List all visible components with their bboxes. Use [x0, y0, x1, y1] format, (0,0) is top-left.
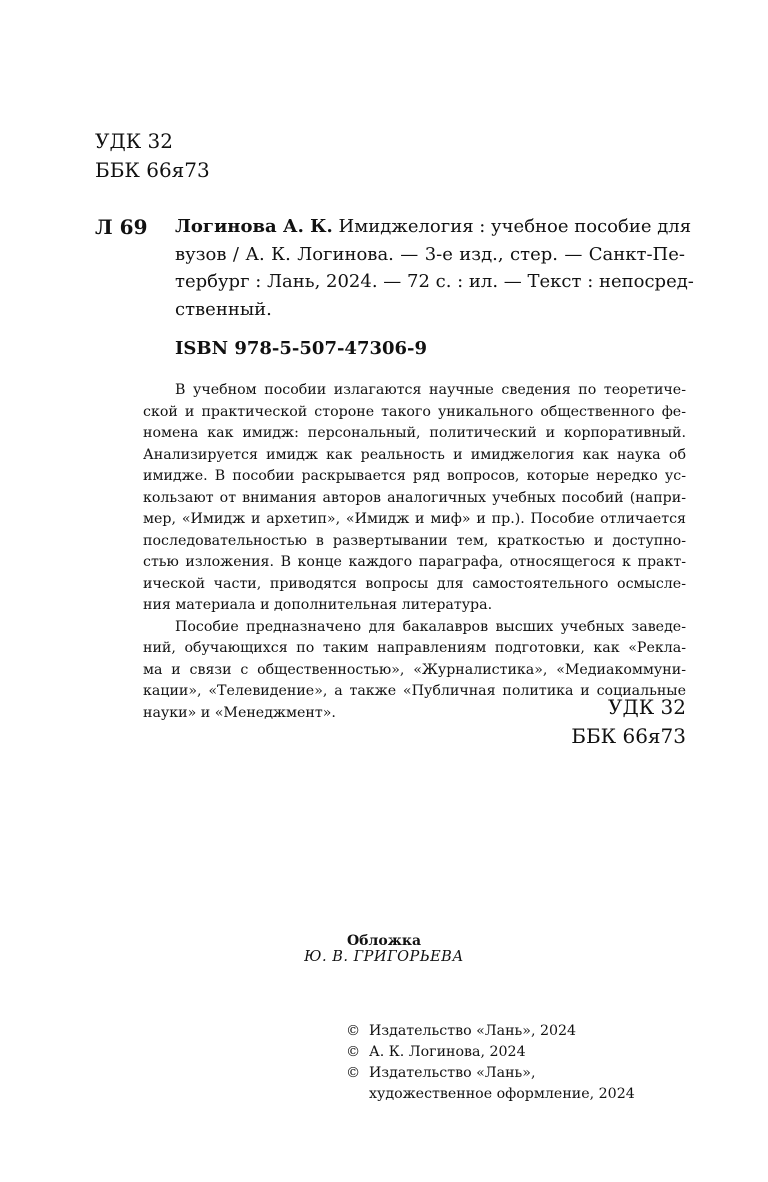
catalog-entry-number: Л 69 [95, 215, 148, 239]
copyright-text: Издательство «Лань», [369, 1065, 536, 1081]
abstract-line: кации», «Телевидение», а также «Публичная политика и социальные [143, 683, 686, 699]
copyright-line [346, 1021, 691, 1042]
catalog-entry [175, 213, 694, 323]
abstract-line: ической части, приводятся вопросы для самостоятельного осмысле- [143, 575, 686, 592]
isbn: ISBN 978-5-507-47306-9 [175, 338, 428, 359]
copyright-symbol: © [346, 1065, 361, 1081]
udk-code: УДК 32 [95, 129, 173, 153]
copyright-text: художественное оформление, 2024 [369, 1086, 635, 1102]
catalog-entry-line: вузов / А. К. Логинова. — 3-е изд., стер. — Санкт-Пе- [175, 243, 685, 265]
copyright-text: Издательство «Лань», 2024 [369, 1023, 577, 1039]
catalog-entry-line: тербург : Лань, 2024. — 72 с. : ил. — Текст : непосред- [175, 271, 694, 292]
abstract-line: стью изложения. В конце каждого параграфа, относящегося к практ- [143, 554, 686, 570]
abstract-paragraph-2 [143, 617, 686, 725]
abstract-line: ма и связи с общественностью», «Журналистика», «Медиакоммуни- [143, 661, 686, 678]
abstract-paragraph-1 [143, 380, 686, 617]
abstract-line: последовательностью в развертывании тем, краткостью и доступно- [143, 532, 686, 549]
copyright-block [346, 1021, 691, 1105]
udk-code-bottom: УДК 32 [608, 695, 686, 719]
abstract-line: ния материала и дополнительная литература. [143, 597, 493, 613]
bbk-code: ББК 66я73 [95, 158, 210, 182]
abstract-line: кользают от внимания авторов аналогичных учебных пособий (напри- [143, 489, 686, 506]
copyright-symbol: © [346, 1023, 361, 1039]
abstract-line: номена как имидж: персональный, политический и корпоративный. [143, 425, 686, 441]
abstract [143, 380, 686, 724]
abstract-line: ской и практической стороне такого уникального общественного фе- [143, 403, 686, 420]
abstract-line: Анализируется имидж как реальность и имиджелогия как наука об [143, 446, 686, 463]
catalog-entry-line: ственный. [175, 298, 272, 320]
title-text: Имиджелогия : учебное пособие для [338, 216, 692, 237]
bbk-code-bottom: ББК 66я73 [571, 724, 686, 748]
cover-credit-label: Обложка [346, 933, 422, 949]
abstract-line: имидже. В пособии раскрывается ряд вопросов, которые нередко ус- [143, 468, 686, 484]
author-name: Логинова А. К. [175, 216, 333, 237]
copyright-line [346, 1042, 691, 1063]
copyright-line [346, 1063, 691, 1084]
catalog-entry-line [175, 213, 692, 241]
abstract-line: науки» и «Менеджмент». [143, 704, 336, 721]
abstract-line: Пособие предназначено для бакалавров высших учебных заведе- [175, 618, 686, 635]
copyright-line [346, 1084, 691, 1105]
abstract-line: В учебном пособии излагаются научные сведения по теоретиче- [175, 382, 686, 398]
abstract-line: ний, обучающихся по таким направлениям подготовки, как «Рекла- [143, 640, 686, 656]
copyright-symbol: © [346, 1044, 361, 1060]
cover-artist-name: Ю. В. ГРИГОРЬЕВА [304, 949, 464, 965]
abstract-line: мер, «Имидж и архетип», «Имидж и миф» и пр.). Пособие отличается [143, 511, 686, 527]
copyright-text: А. К. Логинова, 2024 [369, 1044, 526, 1060]
